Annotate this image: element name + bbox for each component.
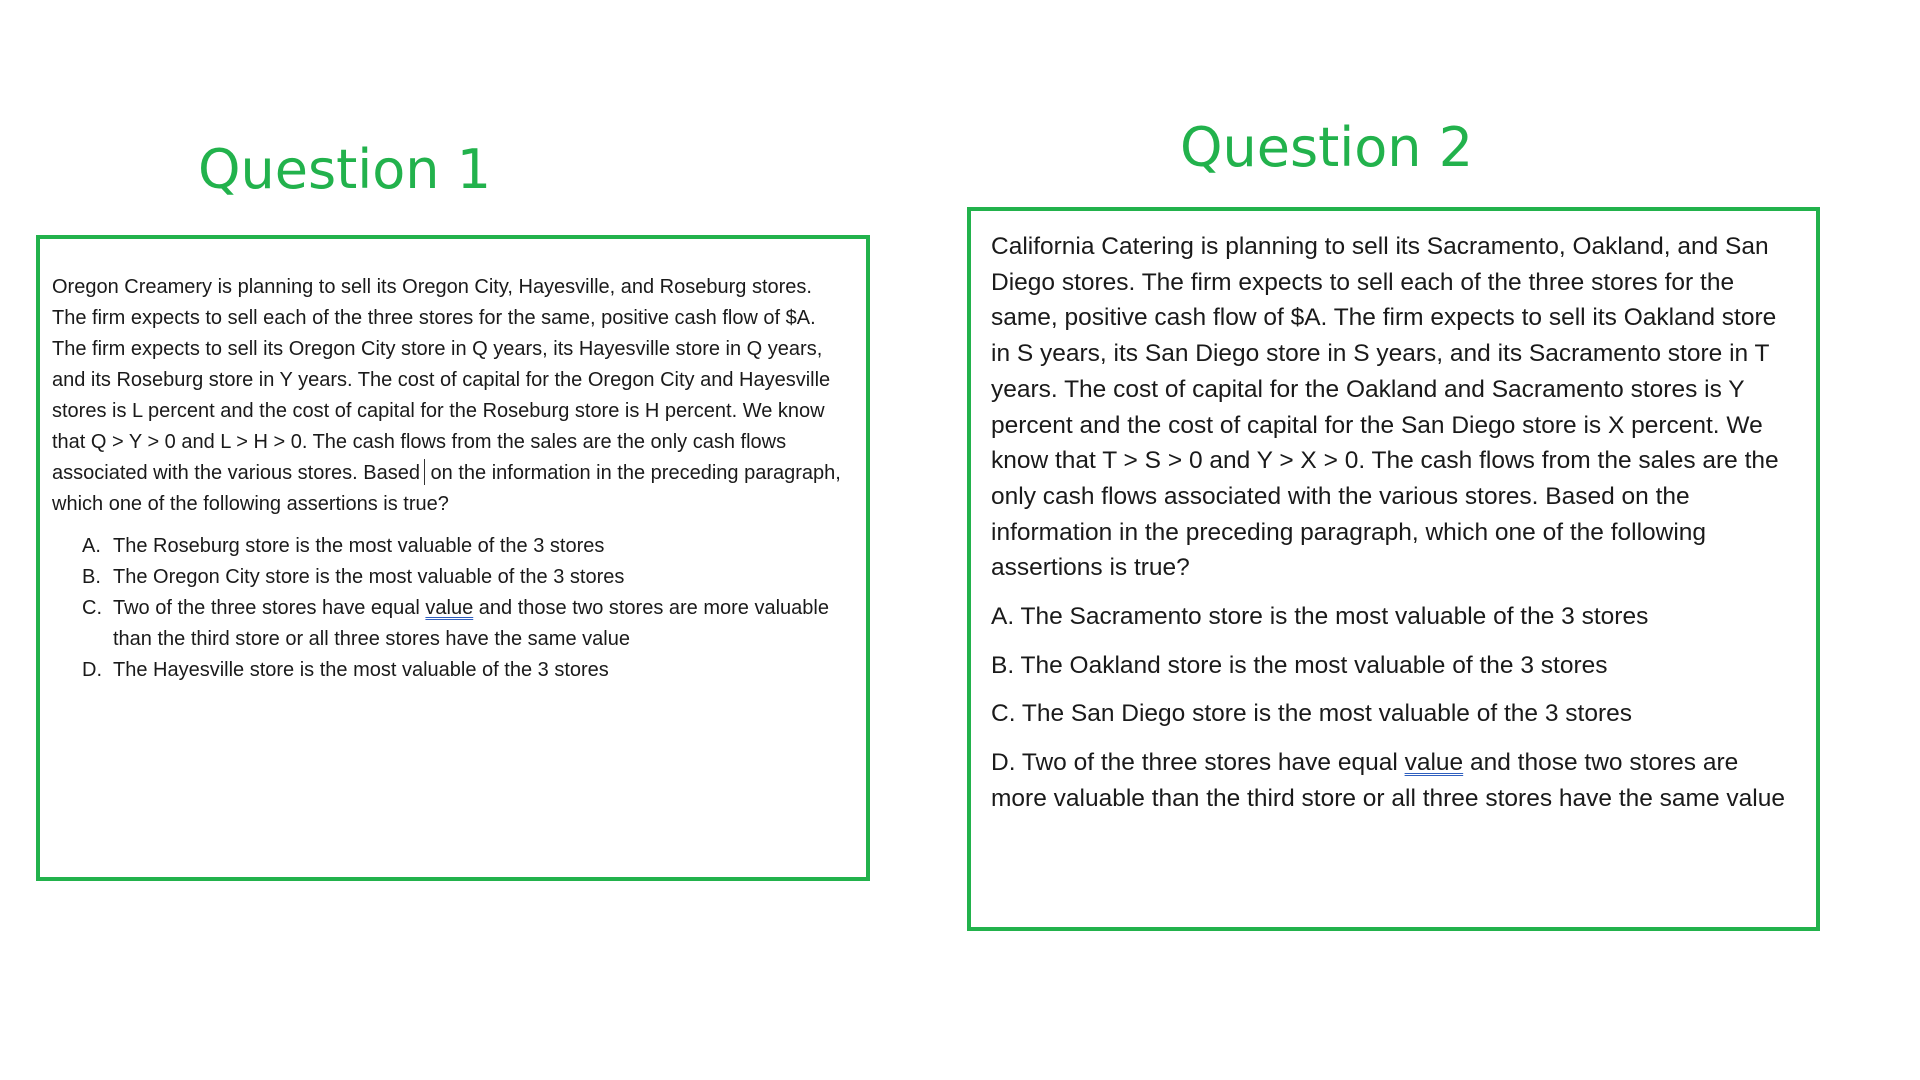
- option-letter: B.: [991, 651, 1015, 679]
- question-1-stem-text-continued: on the information in the preceding paragraph, which one of the following assertions is true?: [52, 462, 841, 515]
- option-text-part: Two of the three stores have equal: [1021, 749, 1405, 777]
- option-text: The San Diego store is the most valuable of the 3 stores: [1021, 700, 1632, 728]
- spellcheck-flagged-word[interactable]: value: [425, 597, 474, 619]
- option-letter: B.: [82, 566, 101, 588]
- option-text: The Hayesville store is the most valuable of the 3 stores: [113, 659, 609, 681]
- question-1-option-d[interactable]: [52, 655, 848, 686]
- question-1-options: [52, 531, 848, 686]
- question-2-stem[interactable]: California Catering is planning to sell its Sacramento, Oakland, and San Diego stores. The firm expects to sell each of the three stores for the same, positive cash flow of $A. The firm expects to sell its Oakland store in S years, its San Diego store in S years, and its Sacramento store in T years. The cost of capital for the Oakland and Sacramento stores is Y percent and the cost of capital for the San Diego store is X percent. We know that T > S > 0 and Y > X > 0. The cash flows from the sales are the only cash flows associated with the various stores. Based on the information in the preceding paragraph, which one of the following assertions is true?: [991, 233, 1779, 582]
- option-text: [113, 593, 848, 655]
- spellcheck-flagged-word[interactable]: value: [1404, 749, 1464, 777]
- option-text: The Roseburg store is the most valuable of the 3 stores: [113, 535, 605, 557]
- option-text-part: and those two stores are more valuable than the third store or all three stores have the same value: [113, 597, 829, 650]
- question-1-stem[interactable]: [52, 272, 848, 520]
- option-text-part: and those two stores are more valuable than the third store or all three stores have the same value: [991, 749, 1785, 812]
- question-1-option-a[interactable]: [52, 531, 848, 562]
- option-letter: D.: [991, 749, 1016, 777]
- question-2-option-d[interactable]: [991, 745, 1794, 816]
- question-2-option-a[interactable]: [991, 599, 1794, 635]
- option-text-part: Two of the three stores have equal: [113, 597, 426, 619]
- question-2-option-b[interactable]: [991, 648, 1794, 684]
- option-text: The Oakland store is the most valuable of the 3 stores: [1020, 651, 1608, 679]
- question-2-options: [991, 599, 1794, 817]
- question-1-title: Question 1: [198, 138, 492, 201]
- question-2-title: Question 2: [1180, 116, 1474, 179]
- question-1-stem-text: Oregon Creamery is planning to sell its Oregon City, Hayesville, and Roseburg stores. The firm expects to sell each of the three stores for the same, positive cash flow of $A. The firm expects to sell its Oregon City store in Q years, its Hayesville store in Q years, and its Roseburg store in Y years. The cost of capital for the Oregon City and Hayesville stores is L percent and the cost of capital for the Roseburg store is H percent. We know that Q > Y > 0 and L > H > 0. The cash flows from the sales are the only cash flows associated with the various stores. Based: [52, 276, 831, 484]
- question-1-option-b[interactable]: [52, 562, 848, 593]
- option-text: The Sacramento store is the most valuable of the 3 stores: [1020, 603, 1649, 631]
- question-1-panel: [36, 235, 870, 881]
- option-letter: C.: [82, 597, 102, 619]
- option-text: The Oregon City store is the most valuable of the 3 stores: [113, 566, 625, 588]
- option-letter: A.: [991, 603, 1015, 631]
- option-letter: A.: [82, 535, 101, 557]
- question-2-option-c[interactable]: [991, 696, 1794, 732]
- text-cursor: [424, 459, 425, 485]
- option-letter: C.: [991, 700, 1016, 728]
- question-1-option-c[interactable]: [52, 593, 848, 655]
- question-2-panel: [967, 207, 1820, 931]
- option-letter: D.: [82, 659, 102, 681]
